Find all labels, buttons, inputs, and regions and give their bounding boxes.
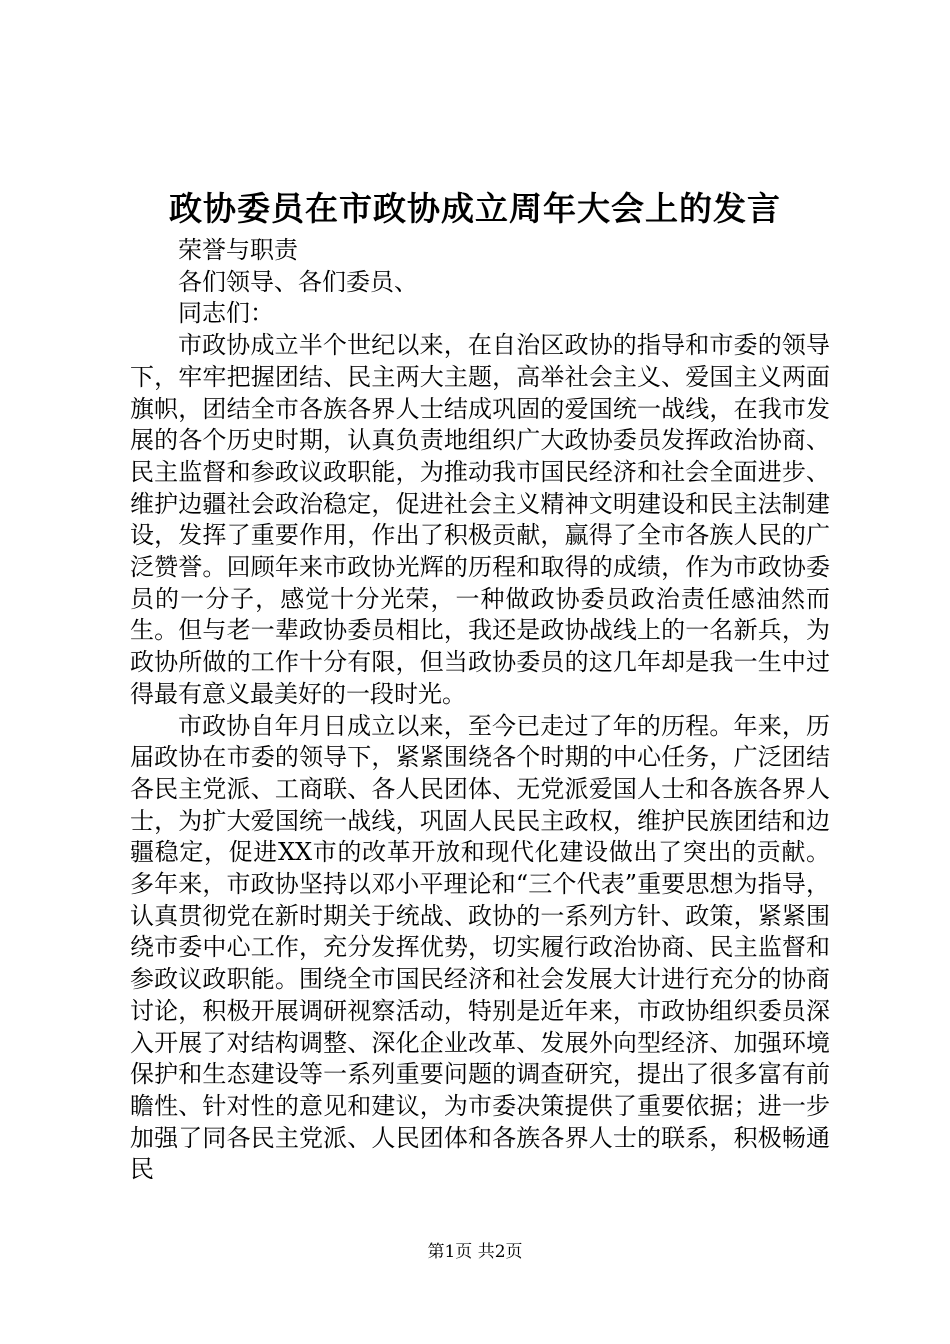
- salutation-line-1: 各们领导、各们委员、: [178, 267, 418, 296]
- page-footer: 第1页 共2页: [427, 1242, 523, 1262]
- document-title: 政协委员在市政协成立周年大会上的发言: [169, 189, 781, 228]
- document-subtitle: 荣誉与职责: [178, 236, 298, 264]
- body-paragraph-1: 市政协成立半个世纪以来，在自治区政协的指导和市委的领导下，牢牢把握团结、民主两大主题，高举社会主义、爱国主义两面旗帜，团结全市各族各界人士结成巩固的爱国统一战线，在我市发展的各个历史时期，认真负责地组织广大政协委员发挥政治协商、民主监督和参政议政职能，为推动我市国民经济和社会全面进步、维护边疆社会政治稳定，促进社会主义精神文明建设和民主法制建设，发挥了重要作用，作出了积极贡献，赢得了全市各族人民的广泛赞誉。回顾年来市政协光辉的历程和取得的成绩，作为市政协委员的一分子，感觉十分光荣，一种做政协委员政治责任感油然而生。但与老一辈政协委员相比，我还是政协战线上的一名新兵，为政协所做的工作十分有限，但当政协委员的这几年却是我一生中过得最有意义最美好的一段时光。: [130, 331, 830, 708]
- salutation-line-2: 同志们：: [178, 299, 274, 328]
- document-body: [130, 235, 830, 1186]
- body-paragraph-2: 市政协自年月日成立以来，至今已走过了年的历程。年来，历届政协在市委的领导下，紧紧围绕各个时期的中心任务，广泛团结各民主党派、工商联、各人民团体、无党派爱国人士和各族各界人士，为扩大爱国统一战线，巩固人民民主政权，维护民族团结和边疆稳定，促进XX市的改革开放和现代化建设做出了突出的贡献。多年来，市政协坚持以邓小平理论和“三个代表”重要思想为指导，认真贯彻党在新时期关于统战、政协的一系列方针、政策，紧紧围绕市委中心工作，充分发挥优势，切实履行政治协商、民主监督和参政议政职能。围绕全市国民经济和社会发展大计进行充分的协商讨论，积极开展调研视察活动，特别是近年来，市政协组织委员深入开展了对结构调整、深化企业改革、发展外向型经济、加强环境保护和生态建设等一系列重要问题的调查研究，提出了很多富有前瞻性、针对性的意见和建议，为市委决策提供了重要依据；进一步加强了同各民主党派、人民团体和各族各界人士的联系，积极畅通民: [130, 711, 830, 1184]
